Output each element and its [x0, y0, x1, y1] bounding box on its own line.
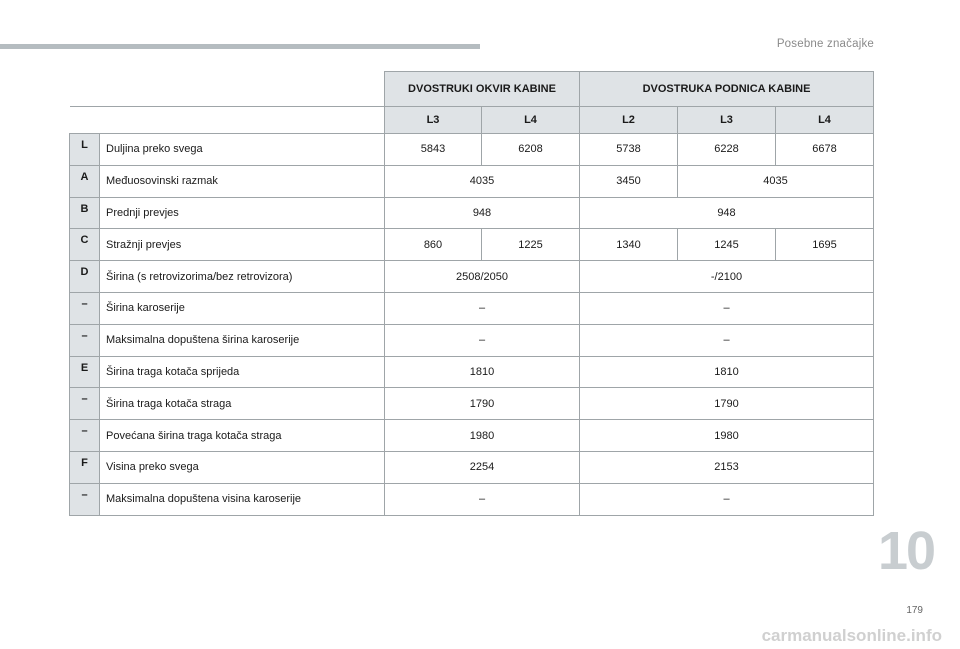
section-title: Posebne značajke [776, 38, 874, 50]
cell-value: 3450 [580, 165, 678, 197]
cell-value: 4035 [678, 165, 874, 197]
header-blank [70, 72, 385, 107]
cell-value: – [385, 324, 580, 356]
cell-value: 1695 [776, 229, 874, 261]
cell-value: – [385, 292, 580, 324]
row-letter: F [70, 451, 100, 483]
row-letter: – [70, 292, 100, 324]
cell-value: 1810 [385, 356, 580, 388]
cell-value: 1790 [580, 388, 874, 420]
table-subheader-row [70, 107, 874, 134]
cell-value: 1790 [385, 388, 580, 420]
dimensions-table [69, 71, 874, 516]
cell-value: -/2100 [580, 261, 874, 293]
sub-header: L3 [678, 107, 776, 134]
cell-value: 1225 [482, 229, 580, 261]
row-letter: D [70, 261, 100, 293]
watermark: carmanualsonline.info [761, 626, 942, 645]
row-label: Maksimalna dopuštena visina karoserije [100, 483, 385, 515]
row-letter: – [70, 324, 100, 356]
row-letter: B [70, 197, 100, 229]
row-label: Širina traga kotača sprijeda [100, 356, 385, 388]
table-row [70, 324, 874, 356]
table-row [70, 483, 874, 515]
cell-value: 948 [580, 197, 874, 229]
row-letter: – [70, 388, 100, 420]
cell-value: – [580, 292, 874, 324]
page-number: 179 [906, 605, 923, 616]
cell-value: 860 [385, 229, 482, 261]
group-header-podnica: DVOSTRUKA PODNICA KABINE [580, 72, 874, 107]
row-letter: A [70, 165, 100, 197]
row-letter: L [70, 134, 100, 166]
table-row [70, 261, 874, 293]
table-row [70, 197, 874, 229]
cell-value: 2508/2050 [385, 261, 580, 293]
row-label: Prednji prevjes [100, 197, 385, 229]
row-label: Stražnji prevjes [100, 229, 385, 261]
header-rule [0, 44, 480, 49]
table-row [70, 292, 874, 324]
sub-header: L4 [482, 107, 580, 134]
row-letter: – [70, 483, 100, 515]
cell-value: 1980 [580, 420, 874, 452]
cell-value: 5738 [580, 134, 678, 166]
table-row [70, 229, 874, 261]
row-label: Duljina preko svega [100, 134, 385, 166]
cell-value: 6228 [678, 134, 776, 166]
row-label: Širina (s retrovizorima/bez retrovizora) [100, 261, 385, 293]
table-row [70, 388, 874, 420]
row-label: Povećana širina traga kotača straga [100, 420, 385, 452]
group-header-okvir: DVOSTRUKI OKVIR KABINE [385, 72, 580, 107]
table-header-row [70, 72, 874, 107]
chapter-number: 10 [878, 521, 935, 581]
cell-value: – [580, 483, 874, 515]
table-row [70, 356, 874, 388]
cell-value: 6678 [776, 134, 874, 166]
row-label: Širina karoserije [100, 292, 385, 324]
sub-header: L2 [580, 107, 678, 134]
cell-value: 948 [385, 197, 580, 229]
row-label: Širina traga kotača straga [100, 388, 385, 420]
row-letter: – [70, 420, 100, 452]
header-blank [70, 107, 385, 134]
sub-header: L3 [385, 107, 482, 134]
row-label: Međuosovinski razmak [100, 165, 385, 197]
cell-value: 2254 [385, 451, 580, 483]
row-label: Maksimalna dopuštena širina karoserije [100, 324, 385, 356]
cell-value: 1810 [580, 356, 874, 388]
cell-value: 5843 [385, 134, 482, 166]
cell-value: 2153 [580, 451, 874, 483]
cell-value: – [385, 483, 580, 515]
table-row [70, 420, 874, 452]
row-letter: C [70, 229, 100, 261]
row-letter: E [70, 356, 100, 388]
cell-value: 1340 [580, 229, 678, 261]
cell-value: 4035 [385, 165, 580, 197]
table-row [70, 451, 874, 483]
row-label: Visina preko svega [100, 451, 385, 483]
table-row [70, 165, 874, 197]
cell-value: – [580, 324, 874, 356]
cell-value: 1980 [385, 420, 580, 452]
table-row [70, 134, 874, 166]
cell-value: 1245 [678, 229, 776, 261]
sub-header: L4 [776, 107, 874, 134]
cell-value: 6208 [482, 134, 580, 166]
